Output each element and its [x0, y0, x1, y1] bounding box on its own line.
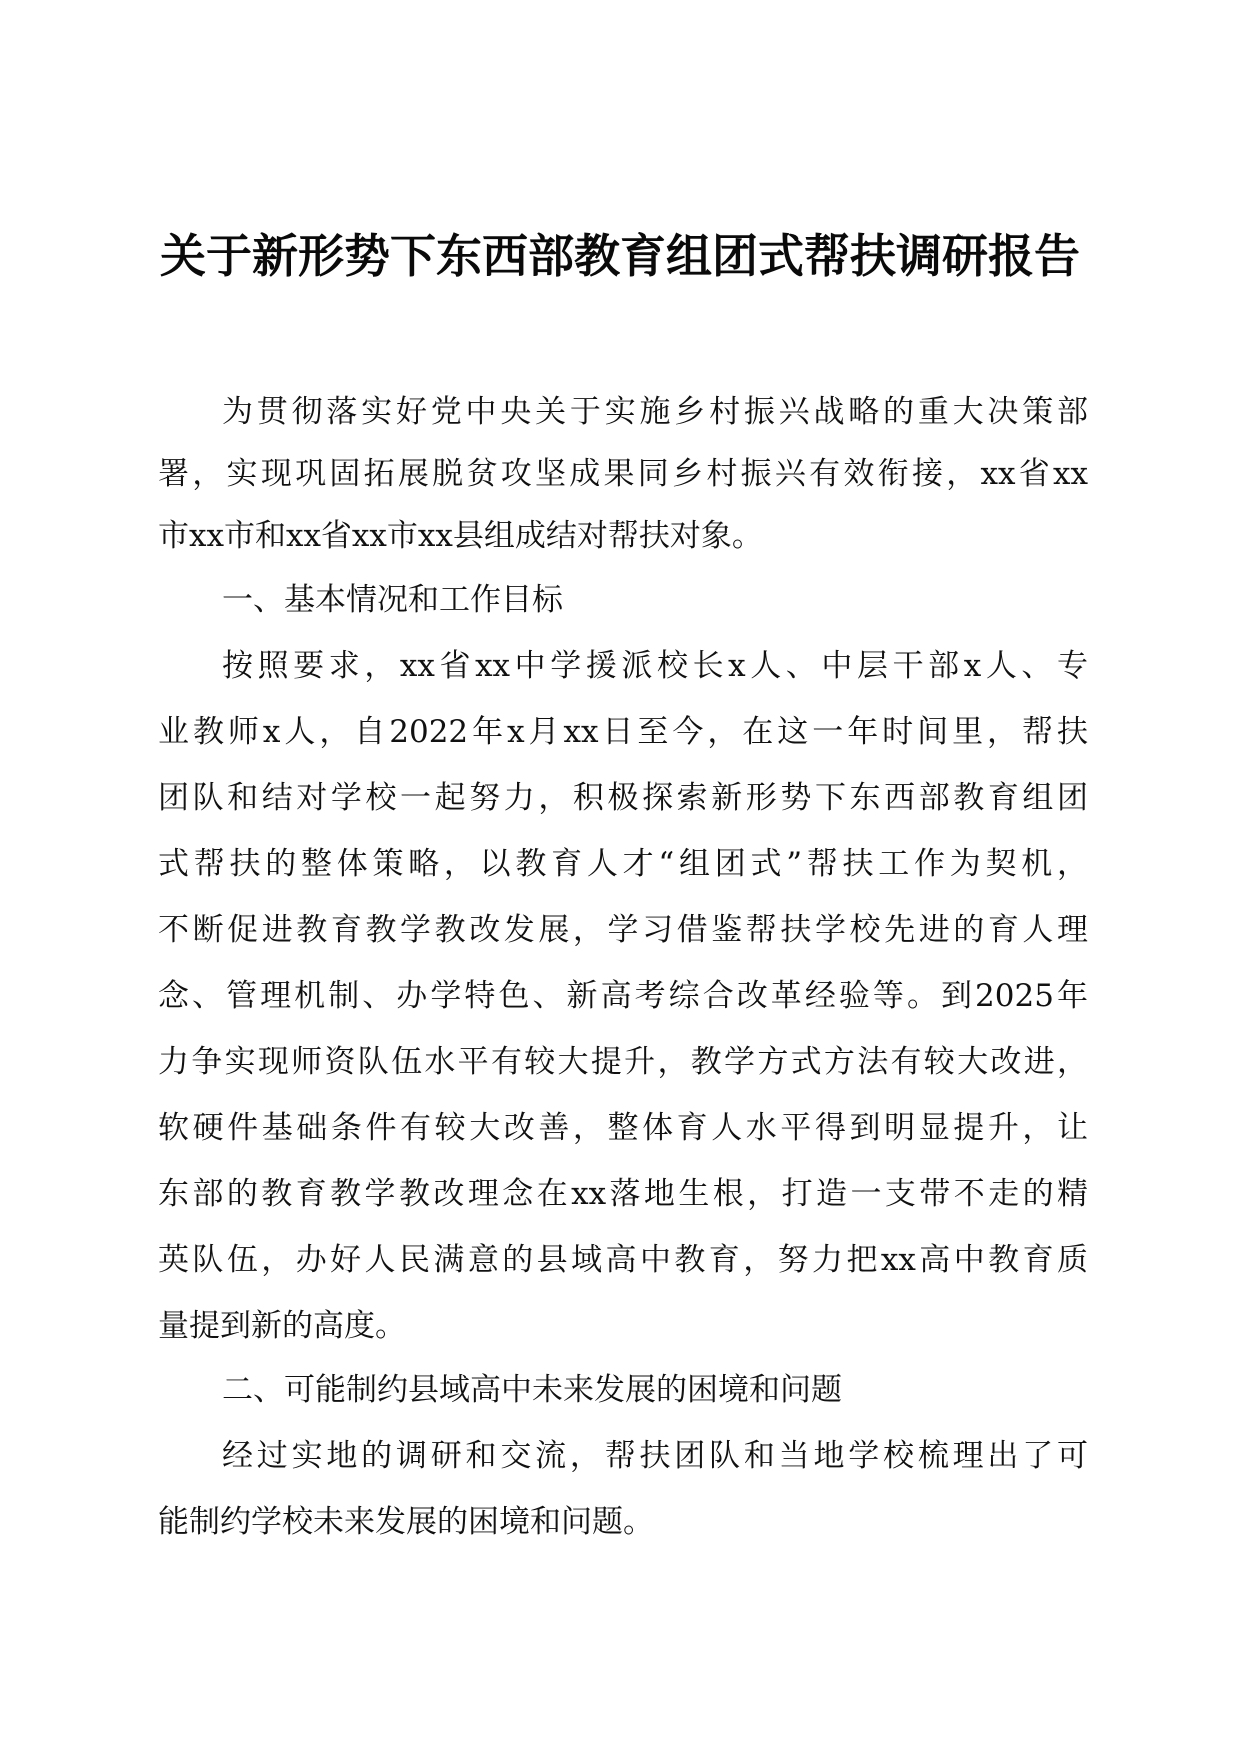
section-1-line-9: 东部的教育教学教改理念在xx落地生根，打造一支带不走的精	[158, 1176, 1088, 1212]
section-2-heading: 二、可能制约县域高中未来发展的困境和问题	[222, 1372, 842, 1408]
section-1-line-11: 量提到新的高度。	[158, 1308, 406, 1344]
section-1-line-5: 不断促进教育教学教改发展，学习借鉴帮扶学校先进的育人理	[158, 912, 1088, 948]
section-1-line-4: 式帮扶的整体策略，以教育人才“组团式”帮扶工作为契机，	[158, 846, 1088, 882]
section-1-line-6: 念、管理机制、办学特色、新高考综合改革经验等。到2025年	[158, 978, 1088, 1014]
document-title: 关于新形势下东西部教育组团式帮扶调研报告	[160, 229, 1080, 283]
section-1-heading: 一、基本情况和工作目标	[222, 582, 563, 618]
intro-line-1: 为贯彻落实好党中央关于实施乡村振兴战略的重大决策部	[222, 394, 1088, 430]
intro-line-3: 市xx市和xx省xx市xx县组成结对帮扶对象。	[158, 518, 763, 554]
section-2-line-1: 经过实地的调研和交流，帮扶团队和当地学校梳理出了可	[222, 1438, 1088, 1474]
section-1-line-3: 团队和结对学校一起努力，积极探索新形势下东西部教育组团	[158, 780, 1088, 816]
section-1-line-7: 力争实现师资队伍水平有较大提升，教学方式方法有较大改进，	[158, 1044, 1088, 1080]
section-1-line-2: 业教师x人，自2022年x月xx日至今，在这一年时间里，帮扶	[158, 714, 1088, 750]
section-2-line-2: 能制约学校未来发展的困境和问题。	[158, 1504, 654, 1540]
section-1-line-10: 英队伍，办好人民满意的县域高中教育，努力把xx高中教育质	[158, 1242, 1088, 1278]
intro-line-2: 署，实现巩固拓展脱贫攻坚成果同乡村振兴有效衔接，xx省xx	[158, 456, 1088, 492]
section-1-line-1: 按照要求，xx省xx中学援派校长x人、中层干部x人、专	[222, 648, 1088, 684]
section-1-line-8: 软硬件基础条件有较大改善，整体育人水平得到明显提升，让	[158, 1110, 1088, 1146]
